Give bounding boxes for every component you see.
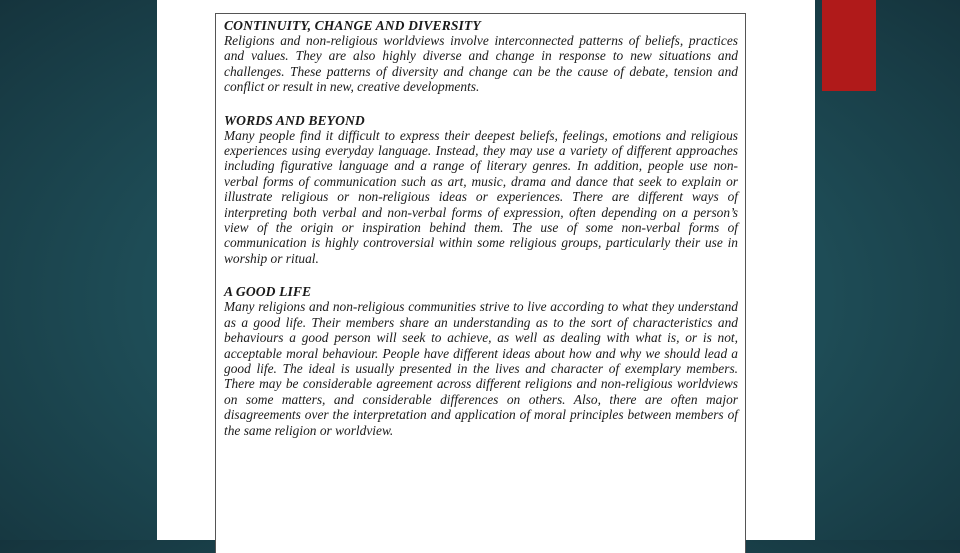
section-heading: WORDS AND BEYOND: [224, 112, 365, 128]
section-body: Religions and non-religious worldviews involve interconnected patterns of beliefs, practices and values. They are also highly diverse and change in response to new situations and challenges. These patterns of diversity and change can be the cause of debate, tension and conflict or result in new, creative developments.: [224, 33, 738, 95]
document-excerpt: [215, 13, 746, 553]
section-words-and-beyond: [224, 113, 738, 267]
section-body: Many people find it difficult to express their deepest beliefs, feelings, emotions and religious experiences using everyday language. Instead, they may use a variety of different approaches including figurative language and a range of literary genres. In addition, people use non-verbal forms of communication such as art, music, drama and dance that seek to explain or illustrate religious or non-religious ideas or experiences. There are different ways of interpreting both verbal and non-verbal forms of expression, often depending on a person’s view of the origin or inspiration behind them. The use of some non-verbal forms of communication is highly controversial within some religious groups, particularly their use in worship or ritual.: [224, 127, 738, 266]
section-continuity-change-diversity: [224, 18, 738, 95]
section-heading: CONTINUITY, CHANGE AND DIVERSITY: [224, 18, 481, 33]
section-heading: A GOOD LIFE: [224, 284, 312, 300]
accent-tab: [822, 0, 876, 91]
section-a-good-life: [224, 284, 738, 438]
section-body: Many religions and non-religious communities strive to live according to what they understand as a good life. Their members share an understanding as to the sort of characteristics and behaviours a good person will seek to achieve, as well as dealing with what is, or is not, acceptable moral behaviour. People have different ideas about how and why we should lead a good life. The ideal is usually presented in the lives and character of exemplary members. There may be considerable agreement across different religions and non-religious worldviews on some matters, and considerable differences on others. Also, there are often major disagreements over the interpretation and application of moral principles between members of the same religion or worldview.: [224, 299, 738, 438]
